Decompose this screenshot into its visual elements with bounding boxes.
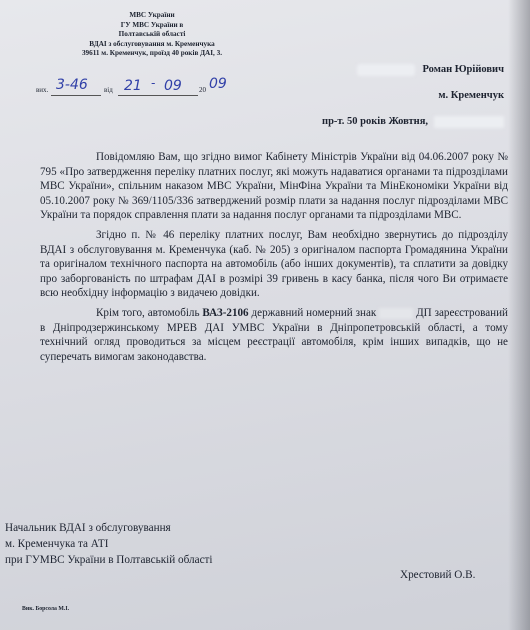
year-prefix: 20 <box>199 86 206 94</box>
outgoing-prefix: вих. <box>36 86 49 94</box>
underline <box>118 95 198 96</box>
letterhead-line: Полтавській області <box>118 30 186 39</box>
recipient-block <box>244 57 504 135</box>
redacted-surname <box>357 64 415 76</box>
letterhead-line: ГУ МВС України в <box>120 20 184 29</box>
signature-block <box>5 520 213 568</box>
car-model: ВАЗ-2106 <box>202 306 249 319</box>
handwritten-year: 09 <box>209 76 227 92</box>
page-edge-shadow <box>508 0 530 630</box>
signatory-name: Хрестовий О.В. <box>400 569 476 581</box>
paragraph-2: Згідно п. № 46 переліку платних послуг, Вам необхідно звернутись до підрозділу ВДАІ з обслуговування м. Кременчука (каб. № 205) з оригіналом паспорта Громадянина України та оригіналом технічного паспорта на автомобіль (або інших документів), та сплатити за довідку про заборгованість по штрафам ДАІ в розмірі 39 гривень в касу банка, після чого Ви отримаєте всю необхідну інформацію з видачею довідки. <box>40 228 508 300</box>
recipient-city: м. Кременчук <box>438 90 504 101</box>
outgoing-number: вих. 3-46 від 21 - 09 20 09 <box>36 76 227 94</box>
redacted-plate <box>379 308 413 319</box>
signatory-title: м. Кременчука та АТІ <box>5 538 109 550</box>
handwritten-day: 21 <box>124 78 142 94</box>
letterhead-line: МВС України <box>129 11 175 19</box>
letterhead-line: 39611 м. Кременчук, проїзд 40 років ДАІ, 3. <box>81 49 223 58</box>
executor-note: Вик. Борсола М.І. <box>22 606 70 612</box>
handwritten-number: 3-46 <box>56 77 88 93</box>
underline <box>51 95 101 96</box>
recipient-name: Роман Юрійович <box>422 64 504 75</box>
signatory-title: при ГУМВС України в Полтавській області <box>5 554 213 566</box>
redacted-address <box>434 116 504 128</box>
paragraph-1: Повідомляю Вам, що згідно вимог Кабінету Міністрів України від 04.06.2007 року № 795 «Про затвердження переліку платних послуг, які можуть надаватися органами та підрозділами МВС України», спільним наказом МВС України, МінФіна України та МінЕкономіки України від 05.10.2007 року № 369/1105/336 затверджений розмір плати за надання послуг підрозділами МВС України та порядок справлення плати за надання послуг органами та підрозділами МВС. <box>40 151 508 222</box>
letterhead <box>52 11 252 59</box>
signatory-title: Начальник ВДАІ з обслуговування <box>5 522 171 534</box>
letterhead-line: ВДАІ з обслуговування м. Кременчука <box>89 39 215 48</box>
letter-body <box>40 150 508 369</box>
handwritten-month: 09 <box>164 78 182 94</box>
paragraph-3: Крім того, автомобіль ВАЗ-2106 державний номерний знак ДП зареєстрований в Дніпродзержинському МРЕВ ДАІ УМВС України в Дніпропетровській області, а тому технічний огляд проводиться за місцем реєстрації автомобіля, крім інших випадків, що не суперечать вимогам законодавства. <box>40 306 508 363</box>
from-label: від <box>104 86 113 94</box>
recipient-street: пр-т. 50 років Жовтня, <box>322 116 428 127</box>
